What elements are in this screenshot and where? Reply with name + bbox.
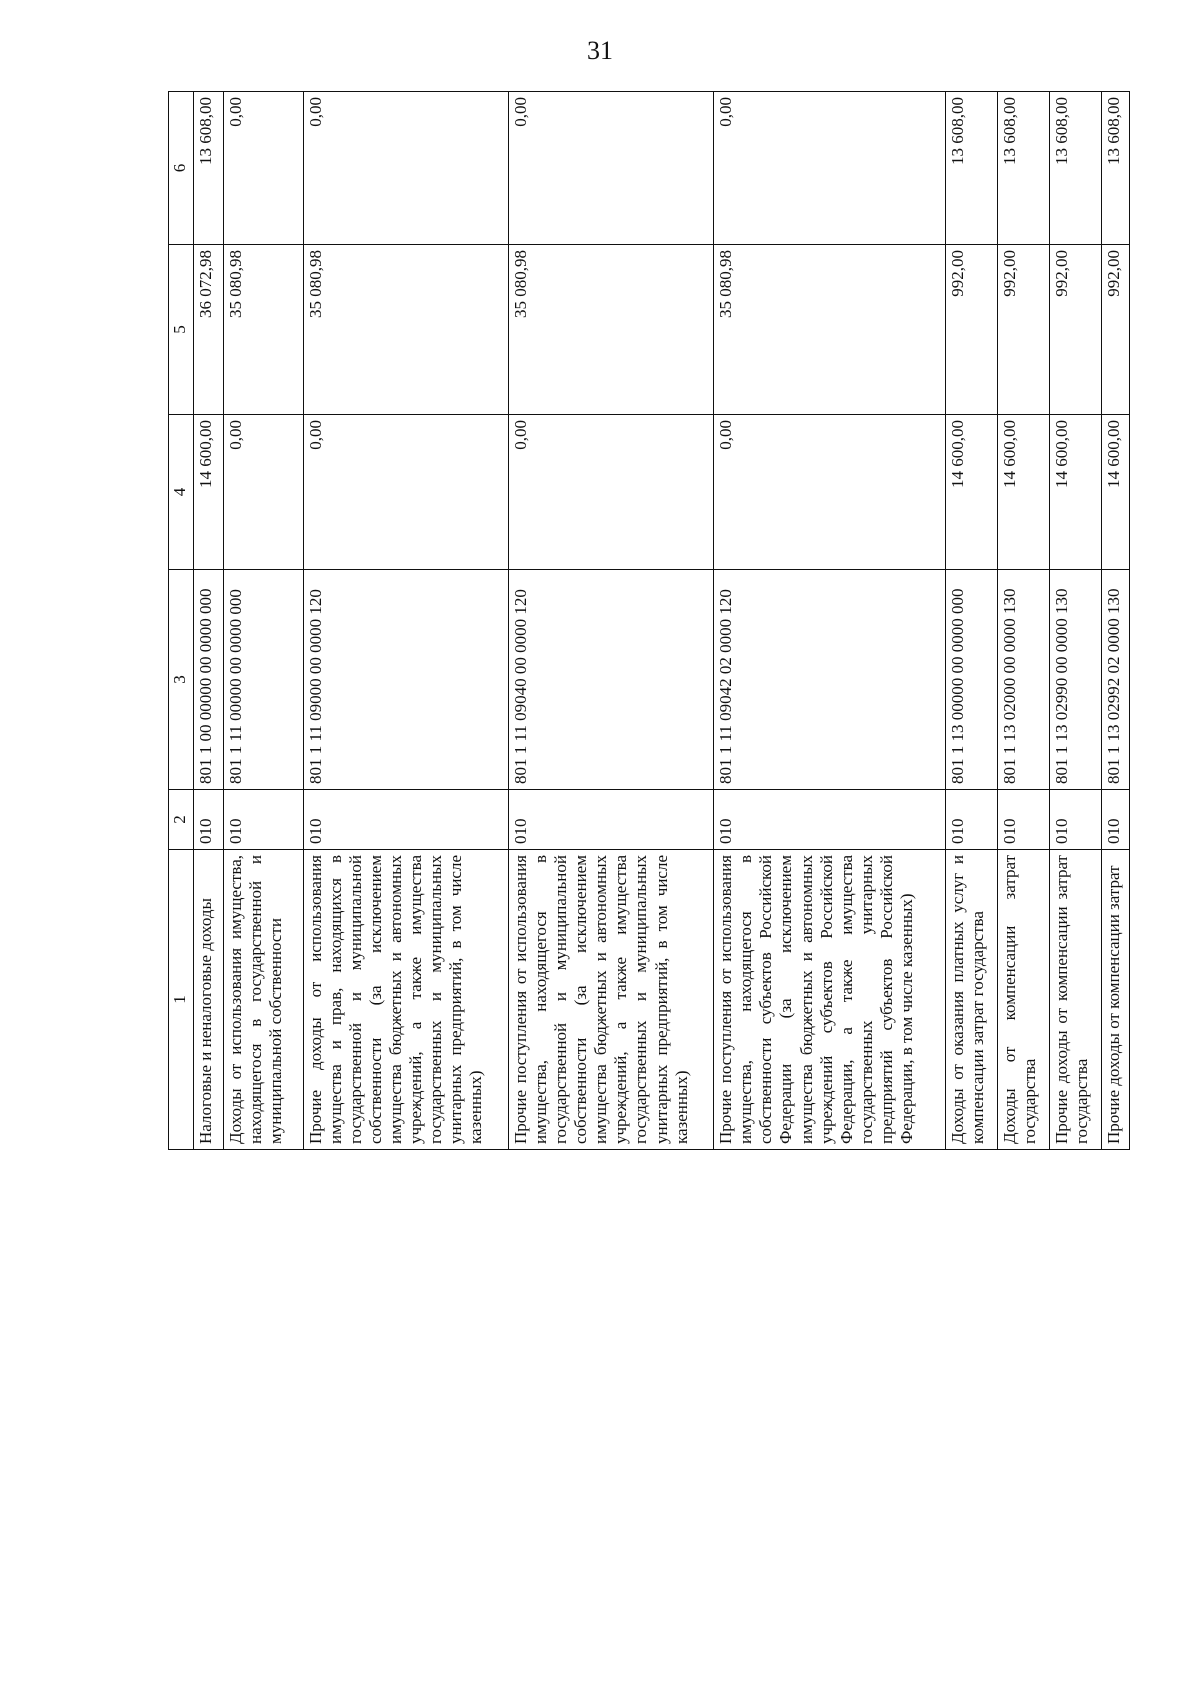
- row-line-code: 010: [714, 790, 946, 850]
- row-value-4: 14 600,00: [194, 415, 224, 570]
- row-name: Прочие доходы от компенсации затрат государства: [1050, 850, 1102, 1150]
- budget-table: [168, 91, 1130, 1150]
- row-value-4: 14 600,00: [946, 415, 998, 570]
- row-value-4: 0,00: [224, 415, 304, 570]
- row-value-4: 14 600,00: [1050, 415, 1102, 570]
- row-line-code: 010: [304, 790, 509, 850]
- row-value-6: 13 608,00: [998, 92, 1050, 245]
- row-value-6: 0,00: [714, 92, 946, 245]
- row-value-6: 13 608,00: [1101, 92, 1129, 245]
- row-name: Прочие поступления от использования имущества, находящегося в собственности субъектов Российской Федерации (за исключением имущества бюджетных и автономных учреждений субъектов Российской Федерации, а также имущества государственных унитарных предприятий субъектов Российской Федерации, в том числе казенных): [714, 850, 946, 1150]
- row-line-code: 010: [998, 790, 1050, 850]
- row-value-5: 35 080,98: [224, 245, 304, 415]
- row-budget-code: 801 1 13 02990 00 0000 130: [1050, 570, 1102, 790]
- row-value-5: 992,00: [1050, 245, 1102, 415]
- row-name: Доходы от оказания платных услуг и компенсации затрат государства: [946, 850, 998, 1150]
- row-value-5: 35 080,98: [714, 245, 946, 415]
- row-value-5: 992,00: [1101, 245, 1129, 415]
- row-line-code: 010: [1050, 790, 1102, 850]
- header-row: [169, 92, 194, 1150]
- row-value-4: 14 600,00: [998, 415, 1050, 570]
- row-value-5: 35 080,98: [304, 245, 509, 415]
- row-line-code: 010: [224, 790, 304, 850]
- row-value-6: 0,00: [304, 92, 509, 245]
- row-value-6: 13 608,00: [194, 92, 224, 245]
- rotated-table-container: [168, 92, 1130, 1150]
- header-cell-6: 6: [169, 92, 194, 245]
- table-row: [194, 92, 224, 1150]
- row-name: Прочие доходы от компенсации затрат: [1101, 850, 1129, 1150]
- table-row: [714, 92, 946, 1150]
- row-budget-code: 801 1 00 00000 00 0000 000: [194, 570, 224, 790]
- row-line-code: 010: [946, 790, 998, 850]
- row-line-code: 010: [194, 790, 224, 850]
- row-budget-code: 801 1 11 00000 00 0000 000: [224, 570, 304, 790]
- row-value-6: 13 608,00: [946, 92, 998, 245]
- table-row: [224, 92, 304, 1150]
- row-name: Прочие доходы от использования имущества и прав, находящихся в государственной и муниципальной собственности (за исключением имущества бюджетных и автономных учреждений, а также имущества государственных и муниципальных унитарных предприятий, в том числе казенных): [304, 850, 509, 1150]
- row-line-code: 010: [509, 790, 714, 850]
- table-row: [946, 92, 998, 1150]
- row-name: Налоговые и неналоговые доходы: [194, 850, 224, 1150]
- header-cell-1: 1: [169, 850, 194, 1150]
- table-row: [998, 92, 1050, 1150]
- row-budget-code: 801 1 13 02000 00 0000 130: [998, 570, 1050, 790]
- row-budget-code: 801 1 11 09042 02 0000 120: [714, 570, 946, 790]
- header-cell-5: 5: [169, 245, 194, 415]
- table-row: [1050, 92, 1102, 1150]
- header-cell-2: 2: [169, 790, 194, 850]
- row-name: Доходы от компенсации затрат государства: [998, 850, 1050, 1150]
- row-value-4: 14 600,00: [1101, 415, 1129, 570]
- row-value-6: 13 608,00: [1050, 92, 1102, 245]
- row-value-6: 0,00: [509, 92, 714, 245]
- table-row: [509, 92, 714, 1150]
- row-name: Прочие поступления от использования имущества, находящегося в государственной и муниципальной собственности (за исключением имущества бюджетных и автономных учреждений, а также имущества государственных и муниципальных унитарных предприятий, в том числе казенных): [509, 850, 714, 1150]
- row-value-5: 36 072,98: [194, 245, 224, 415]
- page-number: 31: [587, 36, 613, 65]
- table-row: [1101, 92, 1129, 1150]
- row-budget-code: 801 1 11 09040 00 0000 120: [509, 570, 714, 790]
- row-budget-code: 801 1 13 00000 00 0000 000: [946, 570, 998, 790]
- row-value-4: 0,00: [509, 415, 714, 570]
- header-cell-3: 3: [169, 570, 194, 790]
- row-value-6: 0,00: [224, 92, 304, 245]
- row-budget-code: 801 1 11 09000 00 0000 120: [304, 570, 509, 790]
- row-line-code: 010: [1101, 790, 1129, 850]
- table-row: [304, 92, 509, 1150]
- row-name: Доходы от использования имущества, находящегося в государственной и муниципальной собственности: [224, 850, 304, 1150]
- header-cell-4: 4: [169, 415, 194, 570]
- row-value-5: 992,00: [998, 245, 1050, 415]
- row-budget-code: 801 1 13 02992 02 0000 130: [1101, 570, 1129, 790]
- row-value-4: 0,00: [304, 415, 509, 570]
- row-value-5: 992,00: [946, 245, 998, 415]
- row-value-5: 35 080,98: [509, 245, 714, 415]
- row-value-4: 0,00: [714, 415, 946, 570]
